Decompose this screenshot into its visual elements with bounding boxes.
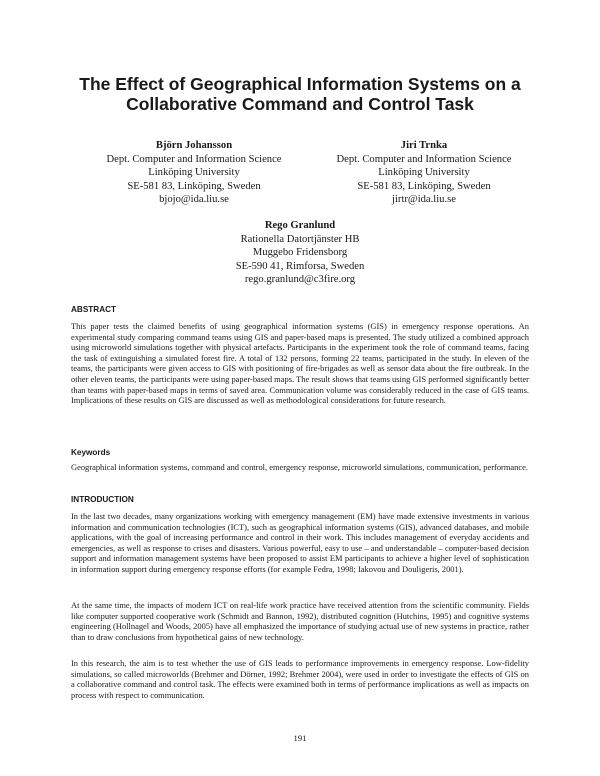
abstract-text: This paper tests the claimed benefits of using geographical information systems (GIS) in emergency response operations. An experimental study comparing command teams using GIS and paper-based maps is presented. The study utilized a combined approach using microworld simulations together with physical artefacts. Participants in the experiment took the role of command teams, facing the task of extinguishing a simulated forest fire. A total of 132 persons, forming 22 teams, participated in the study. In eleven of the teams, the participants were given access to GIS with positioning of fire-brigades as well as sensor data about the fire outbreak. In the other eleven teams, the participants were using paper-based maps. The result shows that teams using GIS performed significantly better than teams with paper-based maps in terms of saved area. Communication volume was considerably reduced in the case of GIS teams. Implications of these results on GIS are discussed as well as methodological considerations for future research. <box>71 321 529 406</box>
author-name: Jiri Trnka <box>400 140 448 151</box>
author-email: rego.granlund@c3fire.org <box>244 274 356 285</box>
author-organization: Muggebo Fridensborg <box>252 247 348 258</box>
keywords-text: Geographical information systems, command and control, emergency response, microworld simulations, communication, performance. <box>71 462 528 472</box>
keywords-heading: Keywords <box>71 448 111 457</box>
author-address: SE-581 83, Linköping, Sweden <box>357 180 491 192</box>
abstract-heading: ABSTRACT <box>71 305 117 314</box>
author-email: jirtr@ida.liu.se <box>392 194 456 205</box>
intro-paragraph-1: In the last two decades, many organizations working with emergency management (EM) have made extensive investments in various information and communication technologies (ICT), such as geographical information systems (GIS), advanced databases, and mobile applications, with the goal of increasing performance and control in their work. This includes management of everyday accidents and emergencies, as well as response to crises and disasters. Various powerful, easy to use – and understandable – computer-based decision support and information management systems have been proposed to assist EM participants to achieve a higher level of sophistication in information support during emergency response efforts (for example Fedra, 1998; Iakovou and Douligeris, 2001). <box>71 511 529 574</box>
intro-paragraph-2: At the same time, the impacts of modern ICT on real-life work practice have received attention from the scientific community. Fields like computer supported cooperative work (Schmidt and Bannon, 1992), distributed cognition (Hutchins, 1995) and cognitive systems engineering (Hollnagel and Woods, 2005) have all emphasized the importance of studying actual use of new systems in practice, rather than to draw conclusions from hypothetical gains of new technology. <box>71 600 529 642</box>
introduction-heading: INTRODUCTION <box>71 495 134 504</box>
author-block-2 <box>289 139 559 207</box>
author-address: SE-590 41, Rimforsa, Sweden <box>235 260 365 272</box>
author-department: Rationella Datortjänster HB <box>240 233 360 245</box>
author-block-3 <box>165 219 435 287</box>
author-email: bjojo@ida.liu.se <box>159 194 229 205</box>
author-name: Björn Johansson <box>155 140 233 151</box>
author-address: SE-581 83, Linköping, Sweden <box>127 180 261 192</box>
author-department: Dept. Computer and Information Science <box>336 153 512 165</box>
author-organization: Linköping University <box>378 167 470 178</box>
author-organization: Linköping University <box>148 167 240 178</box>
page-number: 191 <box>293 733 307 743</box>
author-name: Rego Granlund <box>264 220 336 231</box>
paper-title: The Effect of Geographical Information Systems on a Collaborative Command and Control Task <box>79 74 521 114</box>
intro-paragraph-3: In this research, the aim is to test whether the use of GIS leads to performance improvements in emergency response. Low-fidelity simulations, so called microworlds (Brehmer and Dörner, 1992; Brehmer 2004), were used in order to investigate the effects of GIS on a collaborative command and control task. The effects were examined both in terms of performance implications as well as impacts on process with respect to communication. <box>71 658 529 700</box>
author-department: Dept. Computer and Information Science <box>106 153 282 165</box>
